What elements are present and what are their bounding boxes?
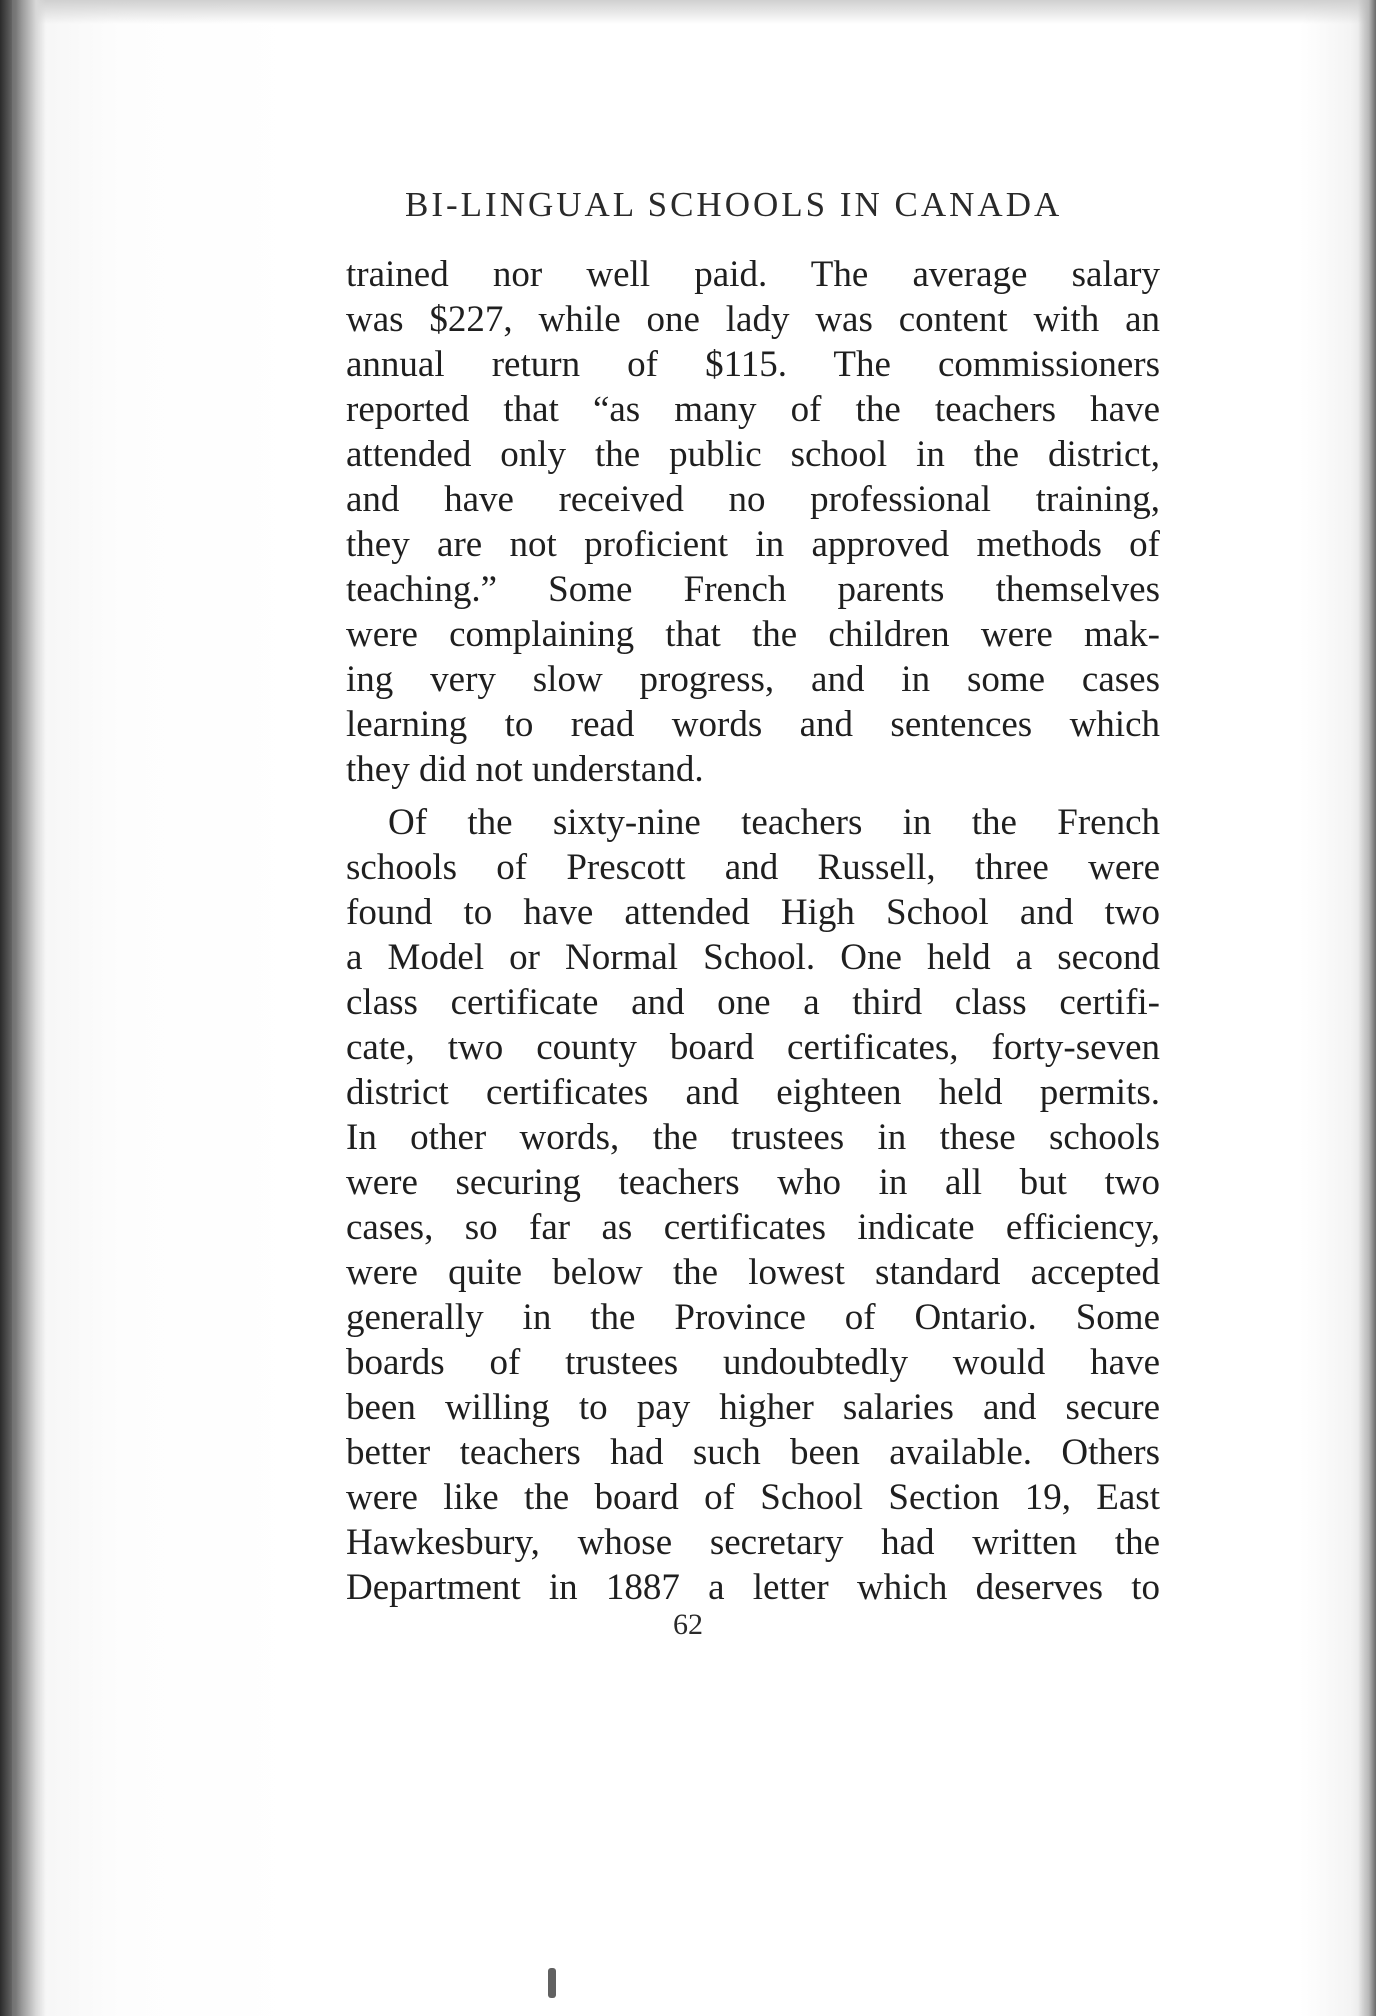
- text-line: boards of trustees undoubtedly would have: [346, 1342, 1160, 1383]
- text-line: cases, so far as certificates indicate efficiency,: [346, 1207, 1160, 1248]
- paragraph-gap: [346, 792, 1160, 800]
- text-line: district certificates and eighteen held permits.: [346, 1072, 1160, 1113]
- text-line: been willing to pay higher salaries and secure: [346, 1387, 1160, 1428]
- book-binding-edge: [0, 0, 46, 2016]
- text-line: they did not understand.: [346, 749, 704, 790]
- text-line: Department in 1887 a letter which deserves to: [346, 1567, 1160, 1608]
- text-line: In other words, the trustees in these schools: [346, 1117, 1160, 1158]
- text-line: better teachers had such been available. Others: [346, 1432, 1160, 1473]
- text-line: and have received no professional training,: [346, 479, 1160, 520]
- text-line: found to have attended High School and two: [346, 892, 1160, 933]
- text-line: cate, two county board certificates, forty-seven: [346, 1027, 1160, 1068]
- text-line: class certificate and one a third class certifi-: [346, 982, 1160, 1023]
- text-line: was $227, while one lady was content with an: [346, 299, 1160, 340]
- text-line: were quite below the lowest standard accepted: [346, 1252, 1160, 1293]
- text-line: were like the board of School Section 19, East: [346, 1477, 1160, 1518]
- text-line: were securing teachers who in all but two: [346, 1162, 1160, 1203]
- top-shadow: [0, 0, 1376, 24]
- body-text: [346, 252, 1160, 1610]
- page-right-edge: [1358, 0, 1376, 2016]
- text-line: Hawkesbury, whose secretary had written the: [346, 1522, 1160, 1563]
- text-line: ing very slow progress, and in some cases: [346, 659, 1160, 700]
- text-line: reported that “as many of the teachers have: [346, 389, 1160, 430]
- text-line: generally in the Province of Ontario. Some: [346, 1297, 1160, 1338]
- text-line: attended only the public school in the district,: [346, 434, 1160, 475]
- text-line: they are not proficient in approved methods of: [346, 524, 1160, 565]
- page-number: 62: [673, 1608, 703, 1641]
- text-line: teaching.” Some French parents themselves: [346, 569, 1160, 610]
- text-line: a Model or Normal School. One held a second: [346, 937, 1160, 978]
- running-head: BI-LINGUAL SCHOOLS IN CANADA: [405, 185, 1063, 224]
- text-line: were complaining that the children were mak-: [346, 614, 1160, 655]
- paragraph-2: [346, 800, 1160, 1610]
- scan-speck: [548, 1968, 556, 1998]
- text-line: annual return of $115. The commissioners: [346, 344, 1160, 385]
- paragraph-1: [346, 252, 1160, 792]
- text-line: Of the sixty-nine teachers in the French: [388, 802, 1160, 843]
- text-line: learning to read words and sentences which: [346, 704, 1160, 745]
- text-line: schools of Prescott and Russell, three were: [346, 847, 1160, 888]
- text-line: trained nor well paid. The average salary: [346, 254, 1160, 295]
